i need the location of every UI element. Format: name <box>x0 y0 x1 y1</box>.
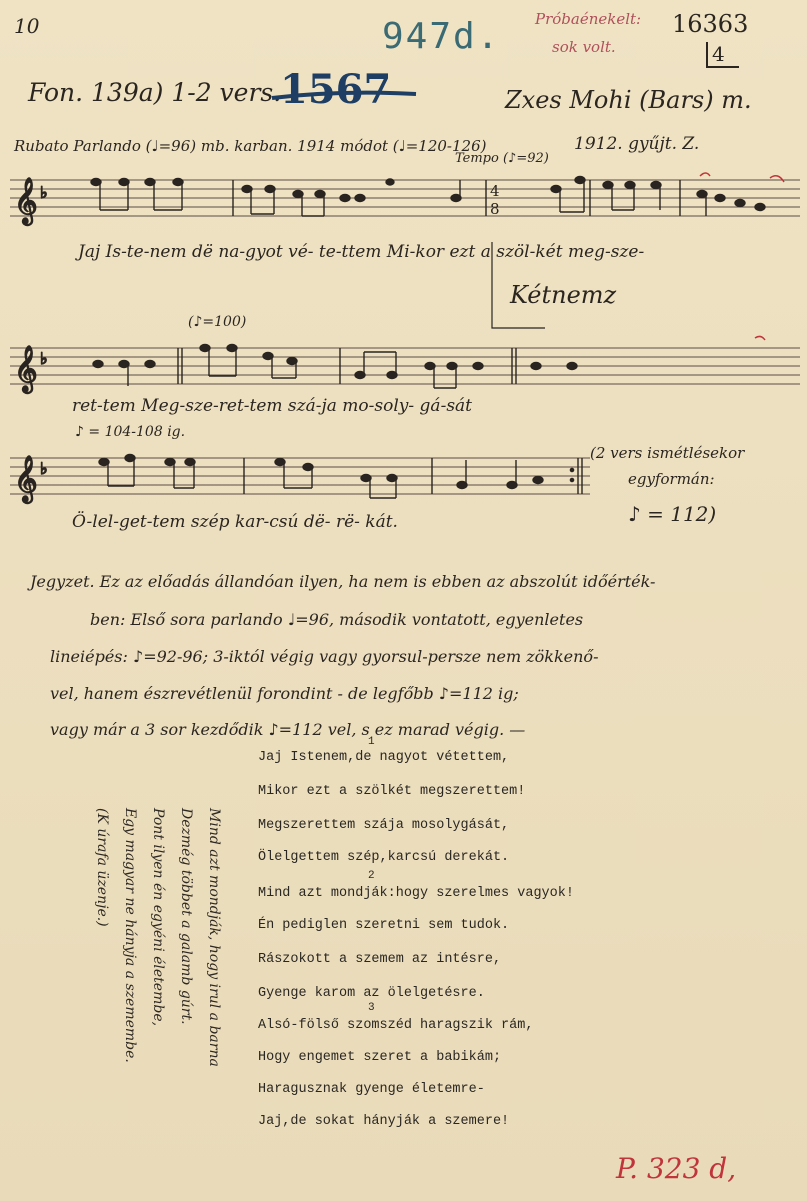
tempo-annotation-1: Tempo (♪=92) <box>455 151 549 166</box>
typed-line: Mikor ezt a szölkét megszerettem! <box>258 784 526 799</box>
struck-number: 1567 <box>280 66 392 113</box>
strike-through-line <box>270 76 420 116</box>
typed-line: Alsó-fölső szomszéd haragszik rám, <box>258 1018 534 1033</box>
svg-text:𝄞: 𝄞 <box>14 178 38 224</box>
sub-tempo-note: ♪ = 104-108 ig. <box>75 424 186 440</box>
typed-line: Jaj,de sokat hányják a szemere! <box>258 1114 510 1129</box>
side-note-1: (2 vers ismétlésekor <box>590 444 745 462</box>
archive-number-blue: 947d. <box>382 16 501 57</box>
lyrics-line-3: Ö-lel-get-tem szép kar-csú dë- rë- kát. <box>72 512 398 532</box>
date-collector: 1912. gyűjt. Z. <box>574 134 700 154</box>
catalog-sub: 4 <box>706 42 739 68</box>
svg-text:♭: ♭ <box>40 183 48 202</box>
side-vertical-3: Pont ilyen én egyéni életembe, <box>150 808 166 1027</box>
side-note-2: egyformán: <box>628 470 715 488</box>
typed-line: Rászokott a szemem az intésre, <box>258 952 502 967</box>
typed-line: Gyenge karom az ölelgetésre. <box>258 986 485 1001</box>
archive-number-red: P. 323 d, <box>616 1152 737 1185</box>
typed-line: Megszerettem szája mosolygását, <box>258 818 510 833</box>
side-vertical-1: Mind azt mondják, hogy irul a barna <box>206 808 222 1067</box>
svg-text:𝄞: 𝄞 <box>14 346 38 392</box>
verse-number-1: 1 <box>368 736 375 748</box>
lyrics-line-1: Jaj Is-te-nem dë na-gyot vé- te-ttem Mi-kor ezt a szöl-két meg-sze- <box>78 242 645 262</box>
typed-line: Ölelgettem szép,karcsú derekát. <box>258 850 510 865</box>
svg-text:♭: ♭ <box>40 459 48 478</box>
remark-line-2: ben: Első sora parlando ♩=96, második vontatott, egyenletes <box>90 610 584 629</box>
remark-line-4: vel, hanem észrevétlenül forondint - de legfőbb ♪=112 ig; <box>50 684 519 703</box>
tempo-annotation-2: (♪=100) <box>188 314 247 330</box>
location-note: Zxes Mohi (Bars) m. <box>505 86 752 114</box>
verse-number-2: 2 <box>368 870 375 882</box>
svg-text:4: 4 <box>490 182 500 200</box>
remark-line-3: lineiépés: ♪=92-96; 3-iktól végig vagy gyorsul-persze nem zökkenő- <box>50 647 599 666</box>
side-vertical-4: Egy magyar ne hányja a szemembe. <box>122 808 138 1063</box>
verse-number-3: 3 <box>368 1002 375 1014</box>
music-staff-1 <box>0 170 807 250</box>
side-note-3: ♪ = 112) <box>628 502 717 526</box>
page-number: 10 <box>14 14 40 38</box>
tempo-line: Rubato Parlando (♩=96) mb. karban. 1914 módot (♩=120-126) <box>14 137 487 155</box>
remark-line-5: vagy már a 3 sor kezdődik ♪=112 vel, s ez marad végig. — <box>50 720 526 739</box>
phonograph-reference: Fon. 139a) 1-2 vers. <box>28 78 282 107</box>
catalog-number: 16363 <box>672 10 749 38</box>
typed-line: Én pediglen szeretni sem tudok. <box>258 918 510 933</box>
svg-text:𝄞: 𝄞 <box>14 456 38 502</box>
typed-line: Mind azt mondják:hogy szerelmes vagyok! <box>258 886 574 901</box>
note-pink-line2: sok volt. <box>552 38 616 56</box>
lyrics-line-2: ret-tem Meg-sze-ret-tem szá-ja mo-soly- gá-sát <box>72 396 473 416</box>
side-vertical-5: (K úrafa üzenje.) <box>94 808 110 927</box>
typed-line: Haragusznak gyenge életemre- <box>258 1082 485 1097</box>
remark-line-1: Jegyzet. Ez az előadás állandóan ilyen, ha nem is ebben az abszolút időérték- <box>30 572 656 591</box>
note-pink-line1: Próbaénekelt: <box>535 10 642 28</box>
typed-line: Jaj Istenem,de nagyot vétettem, <box>258 750 510 765</box>
side-vertical-2: Dezmég többet a galamb gúrt. <box>178 808 194 1025</box>
svg-text:♭: ♭ <box>40 349 48 368</box>
boxed-note: Kétnemz <box>510 281 617 309</box>
typed-line: Hogy engemet szeret a babikám; <box>258 1050 502 1065</box>
svg-text:8: 8 <box>490 200 500 218</box>
